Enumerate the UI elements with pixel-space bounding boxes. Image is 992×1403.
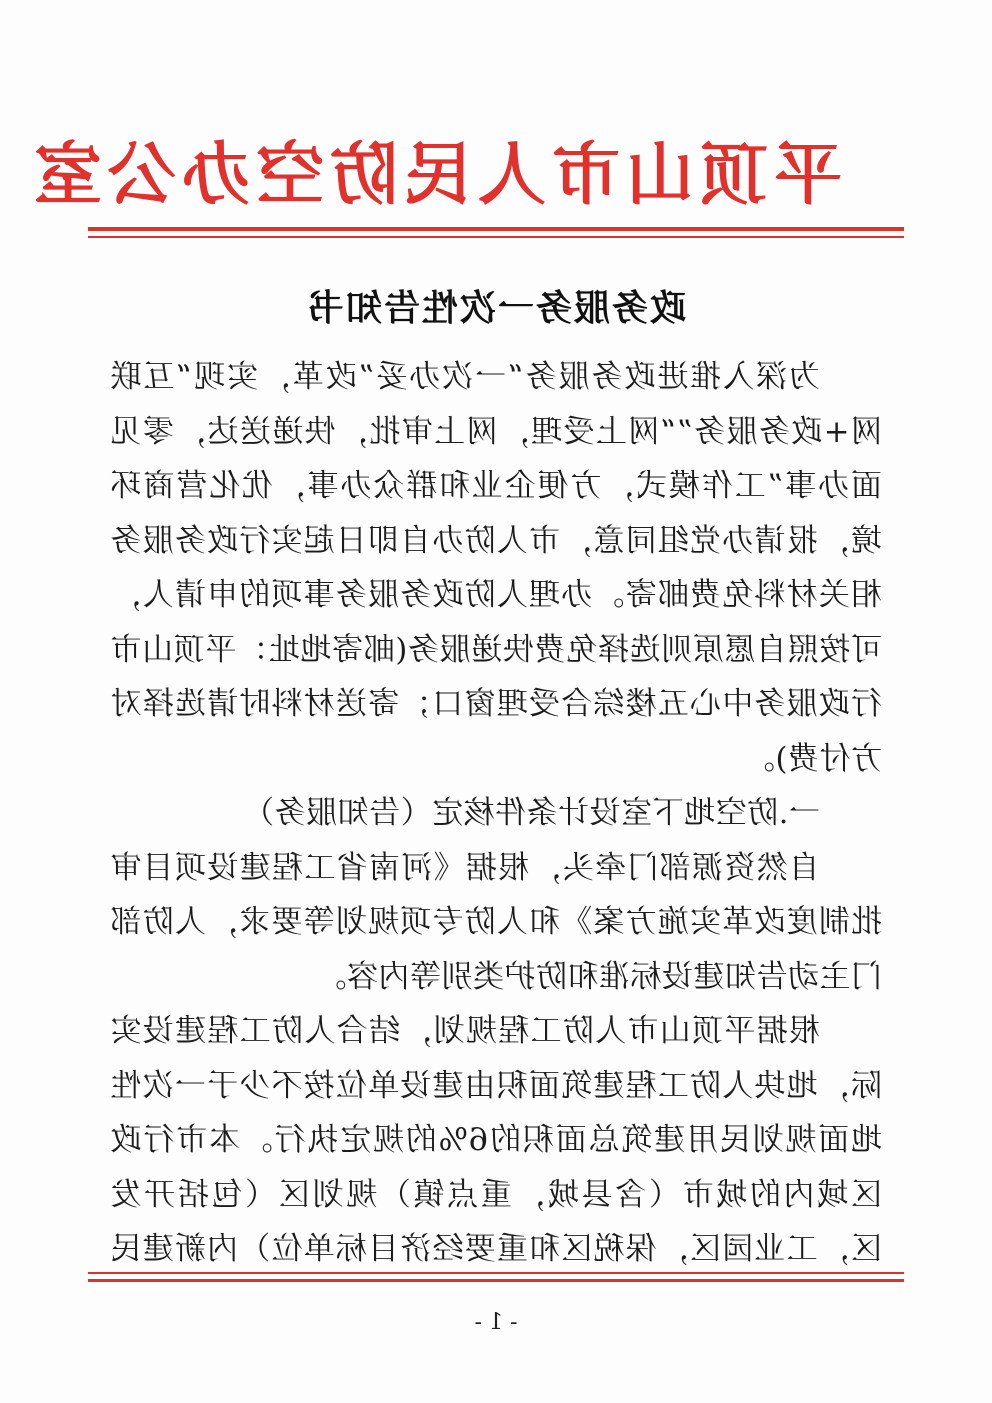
letterhead-rule-thin [88,236,904,238]
footer-rule-thin [88,1272,904,1274]
document-title: 政务服务一次性告知书 [306,287,687,329]
document-body [110,350,882,1280]
paragraph-intro: 为深入推进政务服务“一次办妥”改革，实现“互联网+政务服务”“网上受理，网上审批，快递送达，零见面办事”工作模式，方便企业和群众办事，优化营商环境，报请办党组同意，市人防办自即日起实行政务服务相关材料免费邮寄。办理人防政务服务事项的申请人，可按照自愿原则选择免费快递服务(邮寄地址：平顶山市行政服务中心五楼综合受理窗口；寄送材料时请选择对方付费)。 [110,359,882,777]
paragraph-section-1-b: 根据平顶山市人防工程规划，结合人防工程建设实际，地块人防工程建筑面积由建设单位按不少于一次性地面规划民用建筑总面积的6%的规定执行。本市行政区域内的城市（含县城，重点镇）规划区（包括开发区，工业园区，保税区和重要经济目标单位）内新建民 [110,1013,882,1267]
footer-rule-thick [88,1279,904,1282]
page-number: - 1 - [474,1310,518,1335]
letterhead-rule-thick [88,227,904,231]
paragraph-section-1-a: 自然资源部门牵头，根据《河南省工程建设项目审批制度改革实施方案》和人防专项规划等要求，人防部门主动告知建设标准和防护类别等内容。 [110,849,882,995]
letterhead-org-name: 平顶山市人民防空办公室 [27,135,842,215]
section-heading-1: 一.防空地下室设计条件核定（告知服务） [242,795,820,831]
